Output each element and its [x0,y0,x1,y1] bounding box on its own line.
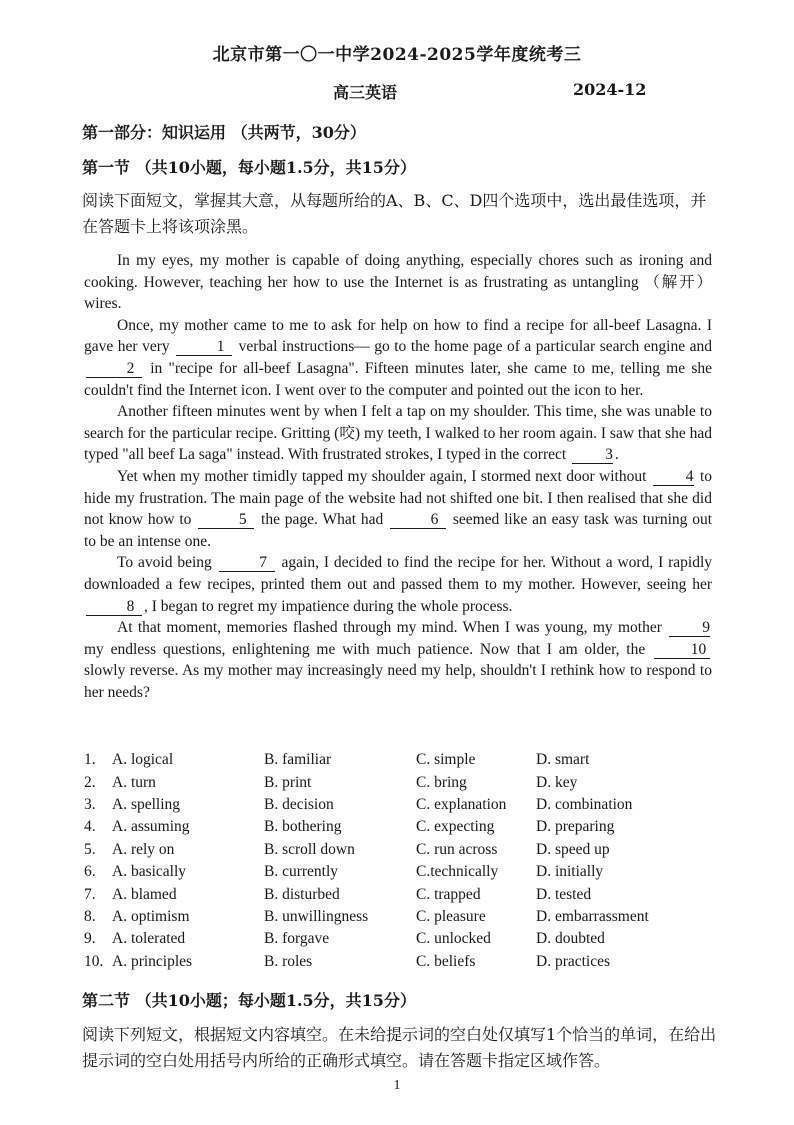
option-b: B. familiar [264,751,332,769]
option-row [84,794,724,816]
question-number: 10. [84,952,104,970]
question-number: 3. [84,795,96,813]
passage-text: Once, my mother came to me to ask for help on how to find a recipe for all-beef Lasagna. I gave her very [84,316,712,356]
option-row [84,861,724,883]
question-number: 6. [84,863,96,881]
option-d: D. doubted [536,930,605,948]
option-a: A. tolerated [112,930,186,948]
option-b: B. bothering [264,818,342,836]
answer-options [84,749,724,973]
page-number: 1 [393,1078,401,1093]
option-row [84,816,724,838]
option-c: C. unlocked [416,930,491,948]
blank-9: 9 [669,619,710,637]
option-c: C.technically [416,863,499,881]
section2-heading: 第二节 （共10小题；每小题1.5分，共15分） [82,991,416,1010]
section2-instruction: 阅读下列短文，根据短文内容填空。在未给提示词的空白处仅填写1个恰当的单词，在给出提示词的空白处用括号内所给的正确形式填空。请在答题卡指定区域作答。 [82,1025,717,1070]
option-b: B. forgave [264,930,330,948]
question-number: 9. [84,930,96,948]
passage-text: again, I decided to find the recipe for her. Without a word, I rapidly downloaded a few recipes, printed them out and passed them to my mother. However, seeing her [84,554,713,593]
option-d: D. smart [536,751,590,769]
option-d: D. practices [536,952,611,970]
option-a: A. basically [112,863,187,881]
option-row [84,883,724,905]
option-d: D. preparing [536,818,615,836]
option-row [84,928,724,950]
section1-heading: 第一节 （共10小题，每小题1.5分，共15分） [82,158,416,177]
passage-text: Another fifteen minutes went by when I felt a tap on my shoulder. This time, she was unable to search for the particular recipe. Gritting (咬) my teeth, I walked to her room again. I saw that she had typed "all beef La saga" instead. With frustrated strokes, I typed in the correct [84,403,712,464]
option-b: B. currently [264,863,339,881]
option-a: A. spelling [112,795,181,813]
blank-2: 2 [86,360,142,378]
cloze-passage [84,250,712,703]
passage-paragraph [84,552,712,617]
blank-7: 7 [219,554,275,572]
passage-text: seemed like an easy task was turning out to be an intense one. [84,511,713,550]
option-d: D. initially [536,863,604,881]
question-number: 5. [84,840,96,858]
option-b: B. print [264,773,312,791]
passage-paragraph [84,401,712,466]
option-c: C. explanation [416,795,507,813]
option-a: A. turn [112,773,156,791]
passage-text: To avoid being [117,554,212,572]
question-number: 1. [84,751,96,769]
passage-paragraph [84,617,712,703]
passage-text: to hide my frustration. The main page of the website had not shifted one bit. I then realised that she did not know how to [84,467,712,529]
question-number: 7. [84,885,96,903]
option-b: B. disturbed [264,885,340,903]
passage-text: . [614,446,619,464]
passage-paragraph [84,315,712,401]
passage-text: Yet when my mother timidly tapped my shoulder again, I stormed next door without [117,467,647,485]
blank-8: 8 [86,598,142,616]
option-c: C. expecting [416,818,495,836]
option-row [84,749,724,771]
option-c: C. pleasure [416,907,486,925]
option-d: D. tested [536,885,592,903]
option-c: C. simple [416,751,476,769]
option-a: A. principles [112,952,193,970]
question-number: 2. [84,773,96,791]
option-c: C. bring [416,773,467,791]
exam-title: 北京市第一〇一中学2024-2025学年度统考三 [212,45,582,65]
option-c: C. run across [416,840,498,858]
passage-text: verbal instructions— go to the home page of a particular search engine and [238,338,713,356]
passage-text: slowly reverse. As my mother may increasingly need my help, shouldn't I rethink how to respond to her needs? [84,662,712,701]
option-row [84,906,724,928]
option-d: D. combination [536,795,633,813]
passage-paragraph [84,466,712,552]
option-b: B. decision [264,795,334,813]
blank-6: 6 [390,511,446,529]
passage-text: in "recipe for all-beef Lasagna". Fifteen minutes later, she came to me, telling me she couldn't find the Internet icon. I went over to the computer and pointed out the icon to her. [84,359,713,399]
option-a: A. blamed [112,885,177,903]
option-row [84,951,724,973]
passage-paragraph: In my eyes, my mother is capable of doing anything, especially chores such as ironing and cooking. However, teaching her how to use the Internet is as frustrating as untangling （解开） wires. [84,252,712,313]
passage-text: At that moment, memories flashed through my mind. When I was young, my mother [117,619,662,637]
option-b: B. scroll down [264,840,355,858]
option-c: C. trapped [416,885,481,903]
passage-text: my endless questions, enlightening me with much patience. Now that I am older, the [84,640,646,658]
passage-text: , I began to regret my impatience during the whole process. [144,597,513,615]
option-d: D. key [536,773,578,791]
blank-1: 1 [176,338,232,356]
part-heading: 第一部分：知识运用 （共两节，30分） [82,123,366,142]
blank-10: 10 [654,641,710,659]
option-b: B. unwillingness [264,907,369,925]
blank-4: 4 [653,468,694,486]
question-number: 4. [84,818,96,836]
exam-date: 2024-12 [573,80,647,99]
blank-3: 3 [572,446,613,464]
section1-instruction: 阅读下面短文，掌握其大意，从每题所给的A、B、C、D四个选项中，选出最佳选项，并在答题卡上将该项涂黑。 [82,191,707,236]
option-b: B. roles [264,952,313,970]
option-d: D. speed up [536,840,610,858]
question-number: 8. [84,907,96,925]
option-a: A. rely on [112,840,175,858]
passage-text: the page. What had [261,511,384,529]
option-c: C. beliefs [416,952,476,970]
option-a: A. optimism [112,907,190,925]
exam-subject: 高三英语 [333,83,398,102]
option-row [84,839,724,861]
option-row [84,771,724,793]
blank-5: 5 [198,511,254,529]
option-a: A. assuming [112,818,190,836]
option-d: D. embarrassment [536,907,649,925]
option-a: A. logical [112,751,174,769]
